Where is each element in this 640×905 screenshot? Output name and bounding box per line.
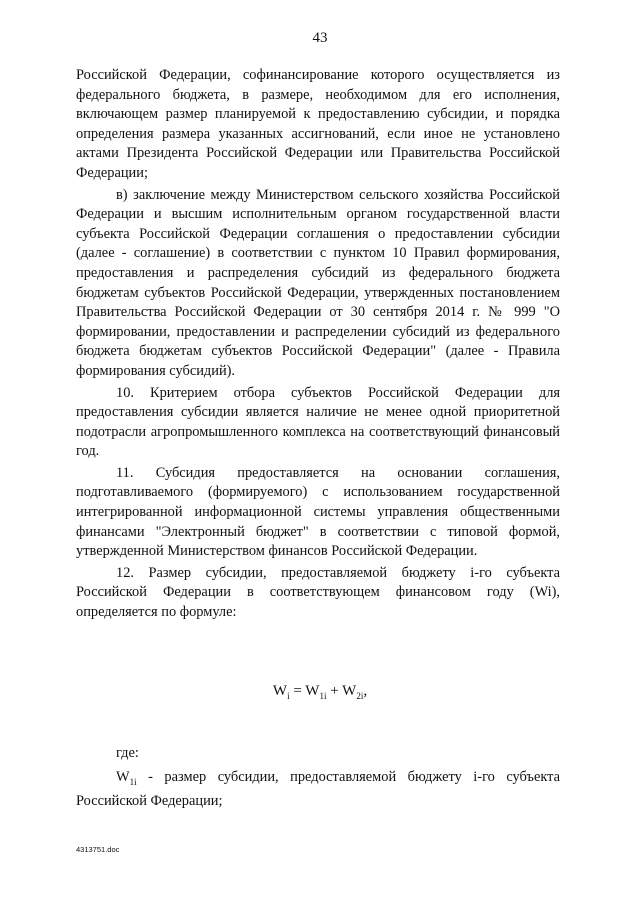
- paragraph-12: 12. Размер субсидии, предоставляемой бюджету i-го субъекта Российской Федерации в соответствующем финансовом году (Wi), определяется по формуле:: [76, 564, 560, 621]
- formula-plus: +: [326, 683, 343, 699]
- where-label: где:: [116, 745, 139, 761]
- formula-lhs-sub: i: [287, 691, 290, 701]
- definition-w1i: [76, 768, 560, 812]
- formula-equals: =: [289, 683, 306, 699]
- paragraph-11: 11. Субсидия предоставляется на основании соглашения, подготавливаемого (формируемого) с использованием государственной интегрированной информационной системы управления общественными финансами "Электронный бюджет" в соответствии с типовой формой, утвержденной Министерством финансов Российской Федерации.: [76, 464, 560, 560]
- paragraph-item-v: в) заключение между Министерством сельского хозяйства Российской Федерации и высшим исполнительным органом государственной власти субъекта Российской Федерации соглашения о предоставлении субсидии (далее - соглашение) в соответствии с пунктом 10 Правил формирования, предоставления и распределения субсидий из федерального бюджета бюджетам субъектов Российской Федерации, утвержденных постановлением Правительства Российской Федерации от 30 сентября 2014 г. № 999 "О формировании, предоставлении и распределении субсидий из федерального бюджета бюджетам субъектов Российской Федерации" (далее - Правила формирования субсидий).: [76, 186, 560, 379]
- formula-lhs: W: [272, 683, 288, 699]
- definition-symbol-sub: 1i: [129, 776, 137, 787]
- formula-term1-sub: 1i: [319, 691, 327, 701]
- definition-symbol: W: [116, 769, 130, 785]
- definition-text: - размер субсидии, предоставляемой бюджету i-го субъекта Российской Федерации;: [76, 769, 560, 810]
- formula-term2-sub: 2i: [356, 691, 364, 701]
- page-number: 43: [312, 30, 328, 46]
- paragraph-continuation: Российской Федерации, софинансирование которого осуществляется из федерального бюджета, в размере, необходимом для его исполнения, включающем размер планируемой к предоставлению субсидии, и порядка определения размера указанных ассигнований, если иное не установлено актами Президента Российской Федерации или Правительства Российской Федерации;: [76, 67, 560, 181]
- formula-term1: W: [305, 683, 320, 699]
- document-footer-id: 4313751.doc: [76, 845, 120, 854]
- formula-term2: W: [342, 683, 357, 699]
- formula-end: ,: [363, 683, 368, 699]
- subsidy-formula: [0, 683, 640, 701]
- document-body: [76, 66, 560, 625]
- paragraph-10: 10. Критерием отбора субъектов Российской Федерации для предоставления субсидии является наличие не менее одной приоритетной подотрасли агропромышленного комплекса на соответствующий финансовый год.: [76, 384, 560, 460]
